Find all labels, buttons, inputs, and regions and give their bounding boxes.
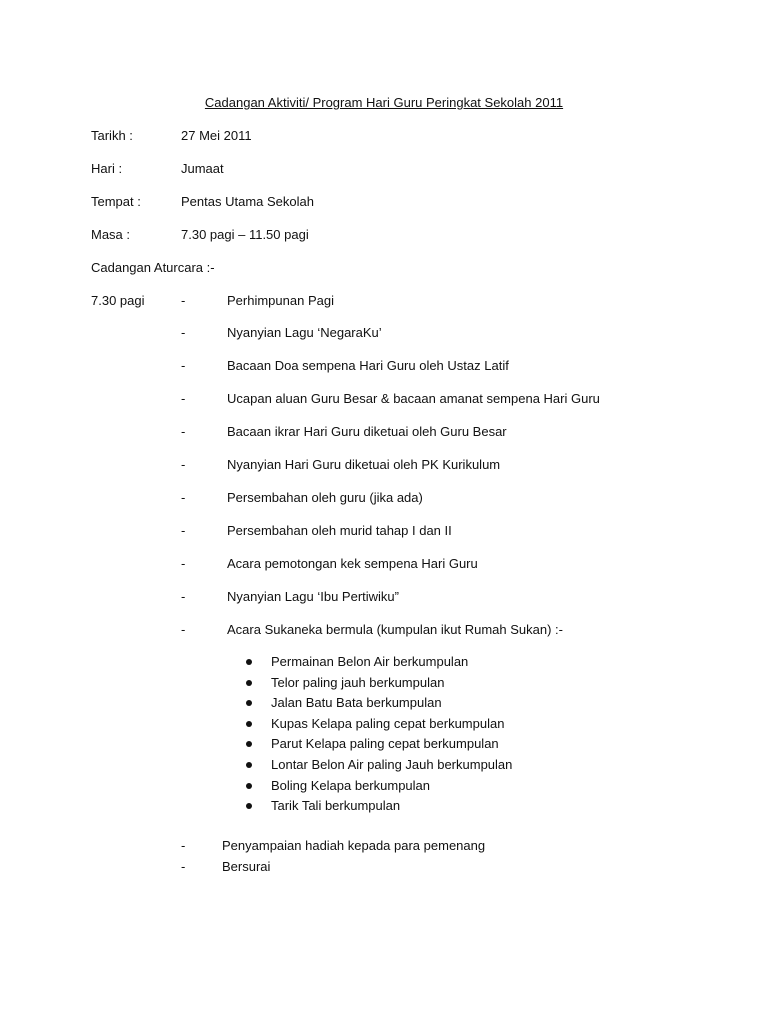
schedule-item: Ucapan aluan Guru Besar & bacaan amanat sempena Hari Guru — [227, 391, 600, 406]
schedule-row — [0, 424, 768, 442]
list-item — [0, 736, 768, 757]
schedule-item: Nyanyian Lagu ‘Ibu Pertiwiku” — [227, 589, 399, 604]
list-item-label: Telor paling jauh berkumpulan — [271, 674, 445, 690]
schedule-item: Persembahan oleh murid tahap I dan II — [227, 523, 452, 538]
schedule-row — [0, 589, 768, 607]
schedule-row — [0, 293, 768, 311]
info-value: 27 Mei 2011 — [181, 128, 252, 143]
schedule-row — [0, 523, 768, 541]
schedule-item: Bacaan Doa sempena Hari Guru oleh Ustaz Latif — [227, 358, 509, 373]
list-item-label: Permainan Belon Air berkumpulan — [271, 654, 469, 669]
closing-item: Penyampaian hadiah kepada para pemenang — [222, 838, 486, 853]
schedule-item: Acara pemotongan kek sempena Hari Guru — [227, 556, 478, 571]
schedule-item: Perhimpunan Pagi — [227, 293, 334, 308]
schedule-dash: - — [181, 490, 186, 505]
list-item-label: Parut Kelapa paling cepat berkumpulan — [271, 736, 499, 752]
schedule-item: Nyanyian Lagu ‘NegaraKu’ — [227, 325, 382, 340]
schedule-item: Persembahan oleh guru (jika ada) — [227, 490, 423, 505]
list-item — [0, 695, 768, 716]
bullet-icon — [246, 741, 252, 747]
schedule-item: Bacaan ikrar Hari Guru diketuai oleh Guru Besar — [227, 424, 507, 439]
schedule-row — [0, 457, 768, 475]
list-item — [0, 798, 768, 819]
schedule-dash: - — [181, 838, 186, 853]
list-item-label: Kupas Kelapa paling cepat berkumpulan — [271, 715, 505, 731]
schedule-dash: - — [181, 391, 186, 406]
info-label: Tempat : — [91, 194, 141, 209]
info-label: Masa : — [91, 227, 131, 242]
schedule-dash: - — [181, 325, 186, 340]
schedule-dash: - — [181, 457, 186, 472]
schedule-row — [0, 358, 768, 376]
schedule-item: Acara Sukaneka bermula (kumpulan ikut Rumah Sukan) :- — [227, 622, 563, 637]
schedule-item: Nyanyian Hari Guru diketuai oleh PK Kurikulum — [227, 457, 501, 472]
schedule-row — [0, 325, 768, 343]
schedule-row — [0, 391, 768, 409]
closing-item: Bersurai — [222, 859, 271, 874]
closing-row — [0, 859, 768, 877]
info-value: 7.30 pagi – 11.50 pagi — [181, 227, 309, 242]
schedule-row — [0, 490, 768, 508]
info-label: Hari : — [91, 161, 123, 176]
schedule-dash: - — [181, 523, 186, 538]
closing-row — [0, 838, 768, 856]
list-item-label: Jalan Batu Bata berkumpulan — [271, 695, 442, 711]
schedule-dash: - — [181, 859, 186, 874]
schedule-dash: - — [181, 589, 186, 604]
bullet-icon — [246, 680, 252, 686]
list-item — [0, 757, 768, 778]
schedule-time: 7.30 pagi — [91, 293, 145, 308]
list-item-label: Tarik Tali berkumpulan — [271, 798, 401, 814]
bullet-icon — [246, 700, 252, 706]
schedule-dash: - — [181, 556, 186, 571]
info-value: Pentas Utama Sekolah — [181, 194, 314, 209]
list-item — [0, 654, 768, 675]
schedule-dash: - — [181, 622, 186, 637]
bullet-icon — [246, 659, 252, 665]
schedule-dash: - — [181, 293, 186, 308]
schedule-heading: Cadangan Aturcara :- — [91, 260, 215, 275]
schedule-dash: - — [181, 358, 186, 373]
sukaneka-list — [0, 654, 768, 819]
info-value: Jumaat — [181, 161, 224, 176]
bullet-icon — [246, 803, 252, 809]
list-item — [0, 778, 768, 799]
schedule-dash: - — [181, 424, 186, 439]
document-title: Cadangan Aktiviti/ Program Hari Guru Peringkat Sekolah 2011 — [204, 95, 564, 110]
list-item-label: Lontar Belon Air paling Jauh berkumpulan — [271, 756, 513, 772]
schedule-row — [0, 556, 768, 574]
list-item — [0, 716, 768, 737]
list-item-label: Boling Kelapa berkumpulan — [271, 777, 430, 793]
bullet-icon — [246, 783, 252, 789]
bullet-icon — [246, 721, 252, 727]
info-label: Tarikh : — [91, 128, 133, 143]
bullet-icon — [246, 762, 252, 768]
schedule-row — [0, 622, 768, 640]
list-item — [0, 675, 768, 696]
